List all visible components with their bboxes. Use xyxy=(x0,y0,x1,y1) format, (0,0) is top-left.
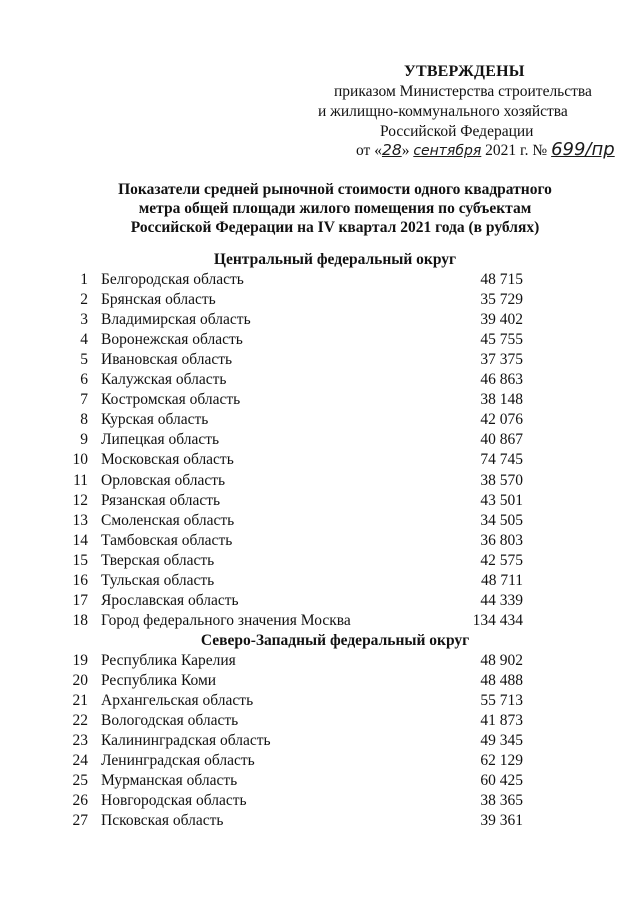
approval-title: УТВЕРЖДЕНЫ xyxy=(404,63,525,80)
table-row xyxy=(0,812,640,832)
region-name: Ленинградская область xyxy=(101,752,255,770)
table-row xyxy=(0,451,640,471)
date-year: 2021 г. № xyxy=(481,142,552,159)
row-number: 27 xyxy=(72,812,88,830)
region-name: Владимирская область xyxy=(101,311,251,329)
region-name: Рязанская область xyxy=(101,491,221,509)
table-row xyxy=(0,331,640,351)
price-value: 39 361 xyxy=(480,812,523,830)
price-value: 37 375 xyxy=(480,351,523,369)
row-number: 22 xyxy=(72,712,88,730)
row-number: 8 xyxy=(80,411,88,429)
region-name: Орловская область xyxy=(101,471,226,489)
row-number: 20 xyxy=(72,671,88,689)
order-number-handwritten: 699/пр xyxy=(551,139,615,160)
region-name: Курская область xyxy=(101,411,209,429)
row-number: 19 xyxy=(72,651,88,669)
price-value: 48 711 xyxy=(480,571,523,589)
region-name: Тамбовская область xyxy=(101,531,233,549)
date-day-handwritten: 28 xyxy=(381,141,402,159)
table-row xyxy=(0,752,640,772)
row-number: 11 xyxy=(73,471,88,489)
region-name: Псковская область xyxy=(101,812,224,830)
table-row xyxy=(0,532,640,552)
table-row xyxy=(0,772,640,792)
row-number: 12 xyxy=(72,491,88,509)
table-row xyxy=(0,311,640,331)
row-number: 9 xyxy=(80,431,88,449)
price-value: 38 365 xyxy=(480,792,523,810)
row-number: 3 xyxy=(80,311,88,329)
region-name: Новгородская область xyxy=(101,792,247,810)
region-name: Белгородская область xyxy=(101,271,244,288)
price-value: 60 425 xyxy=(480,772,523,790)
region-name: Московская область xyxy=(101,451,234,469)
price-value: 48 715 xyxy=(480,271,523,288)
date-mid: » xyxy=(401,142,414,159)
row-number: 24 xyxy=(72,752,88,770)
region-name: Республика Карелия xyxy=(101,651,236,669)
price-value: 55 713 xyxy=(480,692,523,709)
table-row xyxy=(0,472,640,492)
row-number: 7 xyxy=(80,391,88,409)
price-value: 36 803 xyxy=(480,531,523,549)
table-row xyxy=(0,291,640,311)
table-row xyxy=(0,572,640,592)
approval-line-2: и жилищно-коммунального хозяйства xyxy=(318,103,568,120)
price-value: 134 434 xyxy=(472,611,523,629)
price-value: 48 488 xyxy=(480,671,523,689)
price-value: 38 148 xyxy=(480,391,523,409)
row-number: 1 xyxy=(80,271,88,288)
row-number: 4 xyxy=(80,331,88,349)
approval-line-3: Российской Федерации xyxy=(380,123,534,140)
region-name: Брянская область xyxy=(101,291,216,309)
section-title: Центральный федеральный округ xyxy=(213,251,457,268)
row-number: 6 xyxy=(80,371,88,389)
region-name: Костромская область xyxy=(101,391,241,409)
row-number: 13 xyxy=(72,511,88,529)
table-row xyxy=(0,512,640,532)
row-number: 5 xyxy=(80,351,88,369)
row-number: 2 xyxy=(80,291,88,309)
row-number: 16 xyxy=(72,571,88,589)
table-row xyxy=(0,792,640,812)
region-name: Город федерального значения Москва xyxy=(101,611,351,629)
table-row xyxy=(0,391,640,411)
region-name: Калининградская область xyxy=(101,732,271,750)
table-row xyxy=(0,672,640,692)
date-prefix: от « xyxy=(356,142,382,159)
price-value: 44 339 xyxy=(480,591,523,609)
table-row xyxy=(0,652,640,672)
table-row xyxy=(0,492,640,512)
row-number: 23 xyxy=(72,732,88,750)
heading-line-2: метра общей площади жилого помещения по субъектам xyxy=(138,200,532,217)
price-value: 49 345 xyxy=(480,732,523,750)
date-month-handwritten: сентября xyxy=(413,143,482,159)
table-row xyxy=(0,411,640,431)
region-name: Воронежская область xyxy=(101,331,243,349)
table-row xyxy=(0,732,640,752)
table-row xyxy=(0,592,640,612)
approval-line-1: приказом Министерства строительства xyxy=(334,83,592,100)
region-name: Республика Коми xyxy=(101,671,217,689)
row-number: 17 xyxy=(72,591,88,609)
table-row xyxy=(0,552,640,572)
region-name: Калужская область xyxy=(101,371,227,389)
table-row xyxy=(0,371,640,391)
price-value: 42 076 xyxy=(480,411,523,429)
document-heading xyxy=(70,180,600,237)
row-number: 15 xyxy=(72,551,88,569)
region-name: Тульская область xyxy=(101,571,215,589)
row-number: 26 xyxy=(72,792,88,810)
price-value: 48 902 xyxy=(480,651,523,669)
row-number: 10 xyxy=(72,451,88,469)
region-name: Ивановская область xyxy=(101,351,233,369)
table-row xyxy=(0,431,640,451)
region-name: Тверская область xyxy=(101,551,215,569)
section-title: Северо-Западный федеральный округ xyxy=(200,631,470,649)
row-number: 25 xyxy=(72,772,88,790)
region-name: Мурманская область xyxy=(101,772,238,790)
region-name: Ярославская область xyxy=(101,591,239,609)
price-value: 41 873 xyxy=(480,712,523,730)
table-row xyxy=(0,612,640,632)
price-value: 40 867 xyxy=(480,431,523,449)
row-number: 18 xyxy=(72,611,88,629)
heading-line-3: Российской Федерации на IV квартал 2021 года (в рублях) xyxy=(130,219,540,236)
price-value: 43 501 xyxy=(480,491,523,509)
price-value: 62 129 xyxy=(480,752,523,770)
price-value: 34 505 xyxy=(480,511,523,529)
price-value: 42 575 xyxy=(480,551,523,569)
price-value: 38 570 xyxy=(480,471,523,489)
row-number: 21 xyxy=(72,692,88,709)
price-value: 39 402 xyxy=(480,311,523,329)
region-name: Липецкая область xyxy=(101,431,220,449)
table-row xyxy=(0,712,640,732)
price-value: 74 745 xyxy=(480,451,523,469)
row-number: 14 xyxy=(72,531,88,549)
region-name: Архангельская область xyxy=(101,692,254,709)
table-row xyxy=(0,271,640,291)
approval-date-line xyxy=(356,140,615,161)
heading-line-1: Показатели средней рыночной стоимости одного квадратного xyxy=(118,181,552,198)
table-row xyxy=(0,692,640,712)
price-value: 46 863 xyxy=(480,371,523,389)
table-row xyxy=(0,351,640,371)
price-value: 35 729 xyxy=(480,291,523,309)
region-name: Смоленская область xyxy=(101,511,235,529)
region-name: Вологодская область xyxy=(101,712,239,730)
price-value: 45 755 xyxy=(480,331,523,349)
